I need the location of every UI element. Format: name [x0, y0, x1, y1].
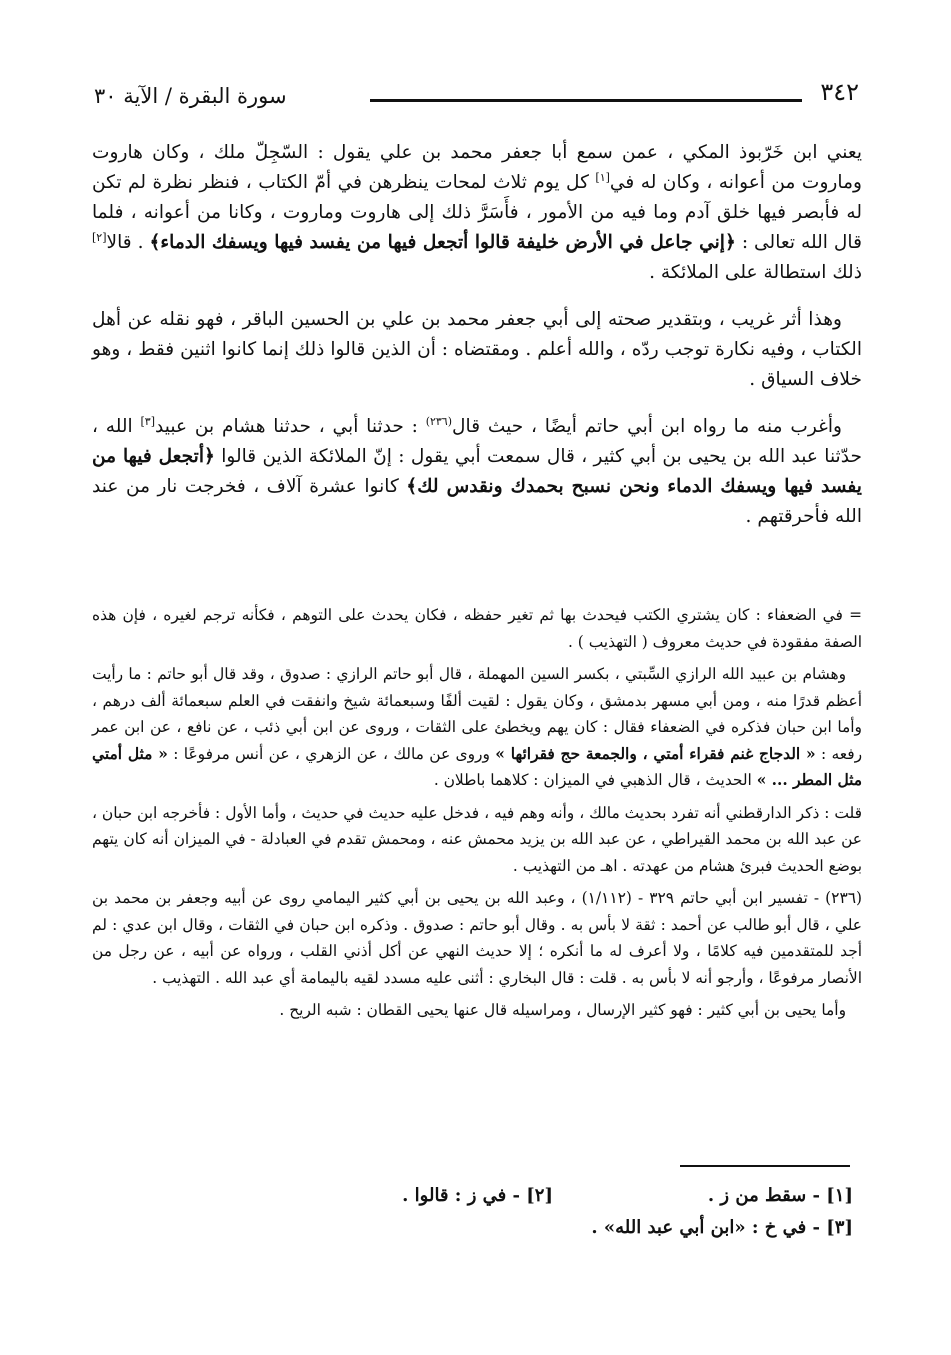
variant-note-2: [٢] - في ز : قالوا .: [402, 1185, 553, 1206]
text-run: كانوا عشرة آلاف ، فخرجت نار من عند الله فأحرقتهم .: [92, 476, 862, 527]
hadith-quote: « الدجاج غنم فقراء أمتي ، والجمعة حج فقرائها »: [495, 744, 816, 763]
variant-marker: [٣]: [140, 414, 156, 428]
text-run: . قالا: [106, 232, 150, 253]
hadith-quote: « مثل أمتي مثل المطر ... »: [92, 744, 862, 789]
main-text: [92, 138, 862, 549]
footnote-ref: (٢٣٦): [425, 414, 453, 428]
footnote-separator: [680, 1165, 850, 1167]
variant-note-3: [٣] - في خ : «ابن أبي عبد الله» .: [591, 1217, 853, 1238]
text-run: وروى عن مالك ، عن الزهري ، عن أنس مرفوعًا :: [167, 744, 496, 763]
footnote-paragraph: قلت : ذكر الدارقطني أنه تفرد بحديث مالك ، وأنه وهم فيه ، فدخل عليه حديث في حديث ، وأما الأول : فأخرجه ابن حبان ، عن عبد الله بن محمد القيراطي ، عن عبد الله بن يزيد محمش عنه ، ومحمش تقدم في العبادلة - في الميزان أنه كان يتهم بوضع الحديث فبرئ هشام من عهدته . اهـ من التهذيب .: [92, 803, 862, 875]
footnote-continuation: = في الضعفاء : كان يشتري الكتب فيحدث بها ثم تغير حفظه ، فكان يحدث على التوهم ، فكأنه ترجم لغيره ، فإن هذه الصفة مفقودة في حديث معروف ( التهذيب ) .: [92, 606, 862, 651]
variant-marker: [١]: [595, 170, 610, 184]
text-run: ذلك استطالة على الملائكة .: [649, 262, 862, 283]
quran-verse: ﴿أتجعل فيها من يفسد فيها ويسفك الدماء ونحن نسبح بحمدك ونقدس لك﴾: [92, 446, 862, 497]
text-run: : حدثنا أبي ، حدثنا هشام بن عبيد: [155, 416, 426, 437]
text-run: وهشام بن عبيد الله الرازي السِّبتي ، بكسر السين المهملة ، قال أبو حاتم الرازي : صدوق ، وقد قال أبو حاتم : ما رأيت أعظم قدرًا منه ، ومن أبي مسهر بدمشق ، وكان يقول : لقيت ألفًا وسبعمائة شيخ وانفقت في العلم سبعمائة ألف درهم ، وأما ابن حبان فذكره في الضعفاء فقال : كان يهم ويخطئ على الثقات ، وروى عن ابن أبي ذئب ، عن نافع ، عن ابن عمر رفعه :: [92, 665, 863, 763]
footnote-paragraph: [92, 661, 862, 794]
paragraph-3: [92, 412, 862, 532]
page-number: ٣٤٢: [820, 78, 859, 106]
quran-verse: ﴿إني جاعل في الأرض خليفة قالوا أتجعل فيها من يفسد فيها ويسفك الدماء﴾: [149, 232, 736, 253]
footnotes: [92, 602, 862, 1030]
textual-variants: [173, 1180, 853, 1244]
variants-row: [173, 1180, 853, 1212]
text-run: كل يوم ثلاث لمحات ينظرهن في أمّ الكتاب ، فنظر نظرة لم تكن له فأبصر فيها خلق آدم وما فيه من الأمور ، فأَسَرَّ ذلك إلى هاروت وماروت ، وكانا من أعوانه ، فلما قال الله تعالى :: [92, 172, 862, 253]
text-run: وأغرب منه ما رواه ابن أبي حاتم أيضًا ، حيث قال: [452, 416, 842, 437]
variant-note-1: [١] - سقط من ز .: [707, 1185, 853, 1206]
running-title: سورة البقرة / الآية ٣٠: [94, 84, 287, 108]
footnote-paragraph: وأما يحيى بن أبي كثير : فهو كثير الإرسال ، ومراسيله قال عنها يحيى القطان : شبه الريح .: [279, 1001, 846, 1019]
footnote-236: (٢٣٦) - تفسير ابن أبي حاتم ٣٢٩ - (١/١١٢) ، وعبد الله بن يحيى بن أبي كثير اليمامي روى عن أبيه وجعفر بن محمد بن علي ، قال أبو طالب عن أحمد : ثقة لا بأس به . وقال أبو حاتم : صدوق . وذكره ابن حبان في الثقات ، وقال ابن عدي : لم أجد للمتقدمين فيه كلامًا ، ولا أعرف له ما أنكره ؛ إلا حديث النهي عن أكل أذني القلب ، ورواه عن أبيه ، عن رجل من الأنصار مرفوعًا ، وأرجو أنه لا بأس به . قلت : قال البخاري : أثنى عليه مسدد لقيه باليمامة أي عبد الله . التهذيب .: [92, 889, 862, 987]
paragraph-2: وهذا أثر غريب ، وبتقدير صحته إلى أبي جعفر محمد بن علي بن الحسين الباقر ، فهو نقله عن أهل الكتاب ، وفيه نكارة توجب ردّه ، والله أعلم . ومقتضاه : أن الذين قالوا ذلك إنما كانوا اثنين فقط ، وهو خلاف السياق .: [92, 309, 862, 390]
header-rule: [370, 99, 802, 102]
text-run: يعني ابن خَرّبوذ المكي ، عمن سمع أبا جعفر محمد بن علي يقول : السّجِلّ ملك ، وكان هاروت وماروت من أعوانه ، وكان له في: [92, 142, 863, 193]
variant-marker: [٢]: [92, 230, 107, 244]
text-run: الله ، حدّثنا عبد الله بن يحيى بن أبي كثير ، قال سمعت أبي يقول : إنّ الملائكة الذين قالوا: [92, 416, 862, 467]
paragraph-1: [92, 138, 862, 288]
text-run: الحديث ، قال الذهبي في الميزان : كلاهما باطلان .: [433, 771, 757, 789]
